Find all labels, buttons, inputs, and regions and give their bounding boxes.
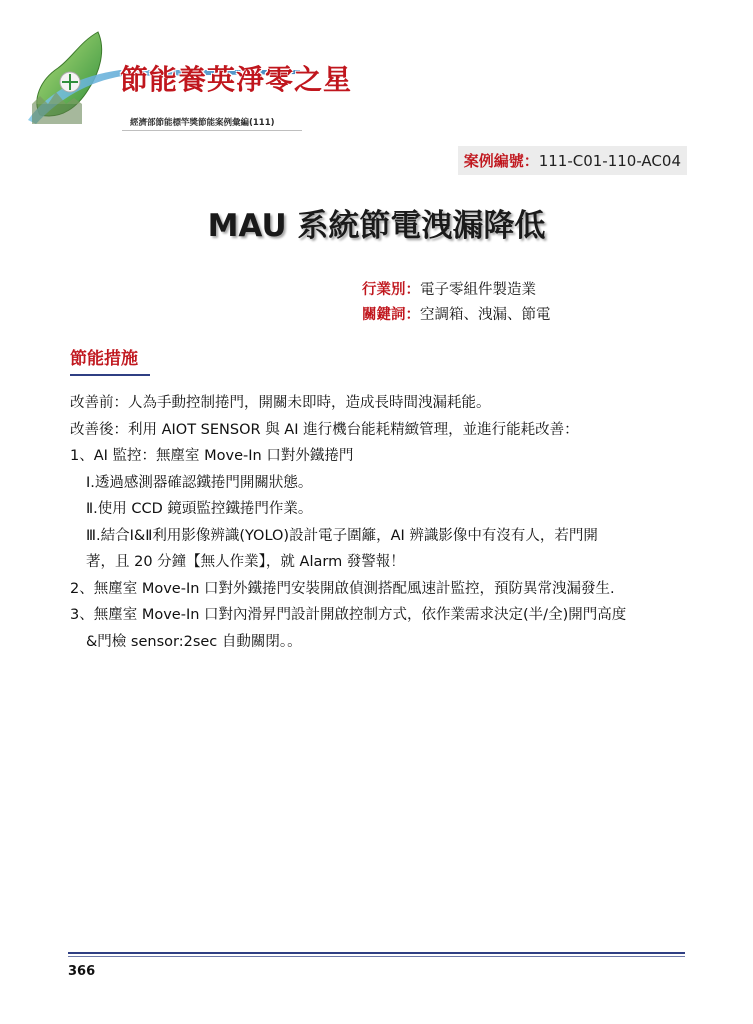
keywords-value: 空調箱、洩漏、節電 <box>420 307 551 323</box>
body-line: 2、無塵室 Move-In 口對外鐵捲門安裝開啟偵測搭配風速計監控，預防異常洩漏發生. <box>70 580 615 597</box>
logo-subtitle: 經濟部節能標竿獎節能案例彙編(111) <box>130 118 275 128</box>
footer-rule-thin <box>68 956 685 957</box>
body-line: 3、無塵室 Move-In 口對內滑昇門設計開啟控制方式，依作業需求決定(半/全)開門高度 <box>70 607 627 623</box>
industry-row <box>362 278 536 299</box>
body-line: 1、AI 監控：無塵室 Move-In 口對外鐵捲門 <box>70 448 354 464</box>
body-line: Ⅰ.透過感測器確認鐵捲門開關狀態。 <box>86 474 313 491</box>
page-number: 366 <box>68 964 96 979</box>
body-line: Ⅱ.使用 CCD 鏡頭監控鐵捲門作業。 <box>86 501 313 517</box>
industry-value: 電子零組件製造業 <box>420 282 536 298</box>
keywords-label: 關鍵詞： <box>362 307 420 323</box>
body-line: 改善前：人為手動控制捲門，開關未即時，造成長時間洩漏耗能。 <box>70 395 491 411</box>
body-line: 著，且 20 分鐘【無人作業】，就 Alarm 發警報！ <box>86 554 405 570</box>
industry-label: 行業別： <box>362 282 420 298</box>
keywords-row <box>362 303 551 324</box>
case-number-label: 案例編號： <box>463 152 539 170</box>
page-title: MAU 系統節電洩漏降低 <box>207 208 546 244</box>
case-number-value: 111-C01-110-AC04 <box>538 152 681 170</box>
logo-divider <box>122 130 302 131</box>
header-logo <box>10 20 353 130</box>
body-line: 改善後：利用 AIOT SENSOR 與 AI 進行機台能耗精緻管理，並進行能耗改善： <box>70 421 579 438</box>
logo-title: 節能養英淨零之星 <box>120 63 353 96</box>
case-number <box>458 146 687 175</box>
footer-rule <box>68 952 685 954</box>
section-underline <box>70 374 150 376</box>
body-line: &門檢 sensor:2sec 自動關閉。。 <box>86 633 302 650</box>
body-line: Ⅲ.結合Ⅰ&Ⅱ利用影像辨識(YOLO)設計電子圍籬，AI 辨識影像中有沒有人，若門開 <box>86 527 598 544</box>
section-body <box>70 390 690 655</box>
section-heading: 節能措施 <box>70 349 138 369</box>
